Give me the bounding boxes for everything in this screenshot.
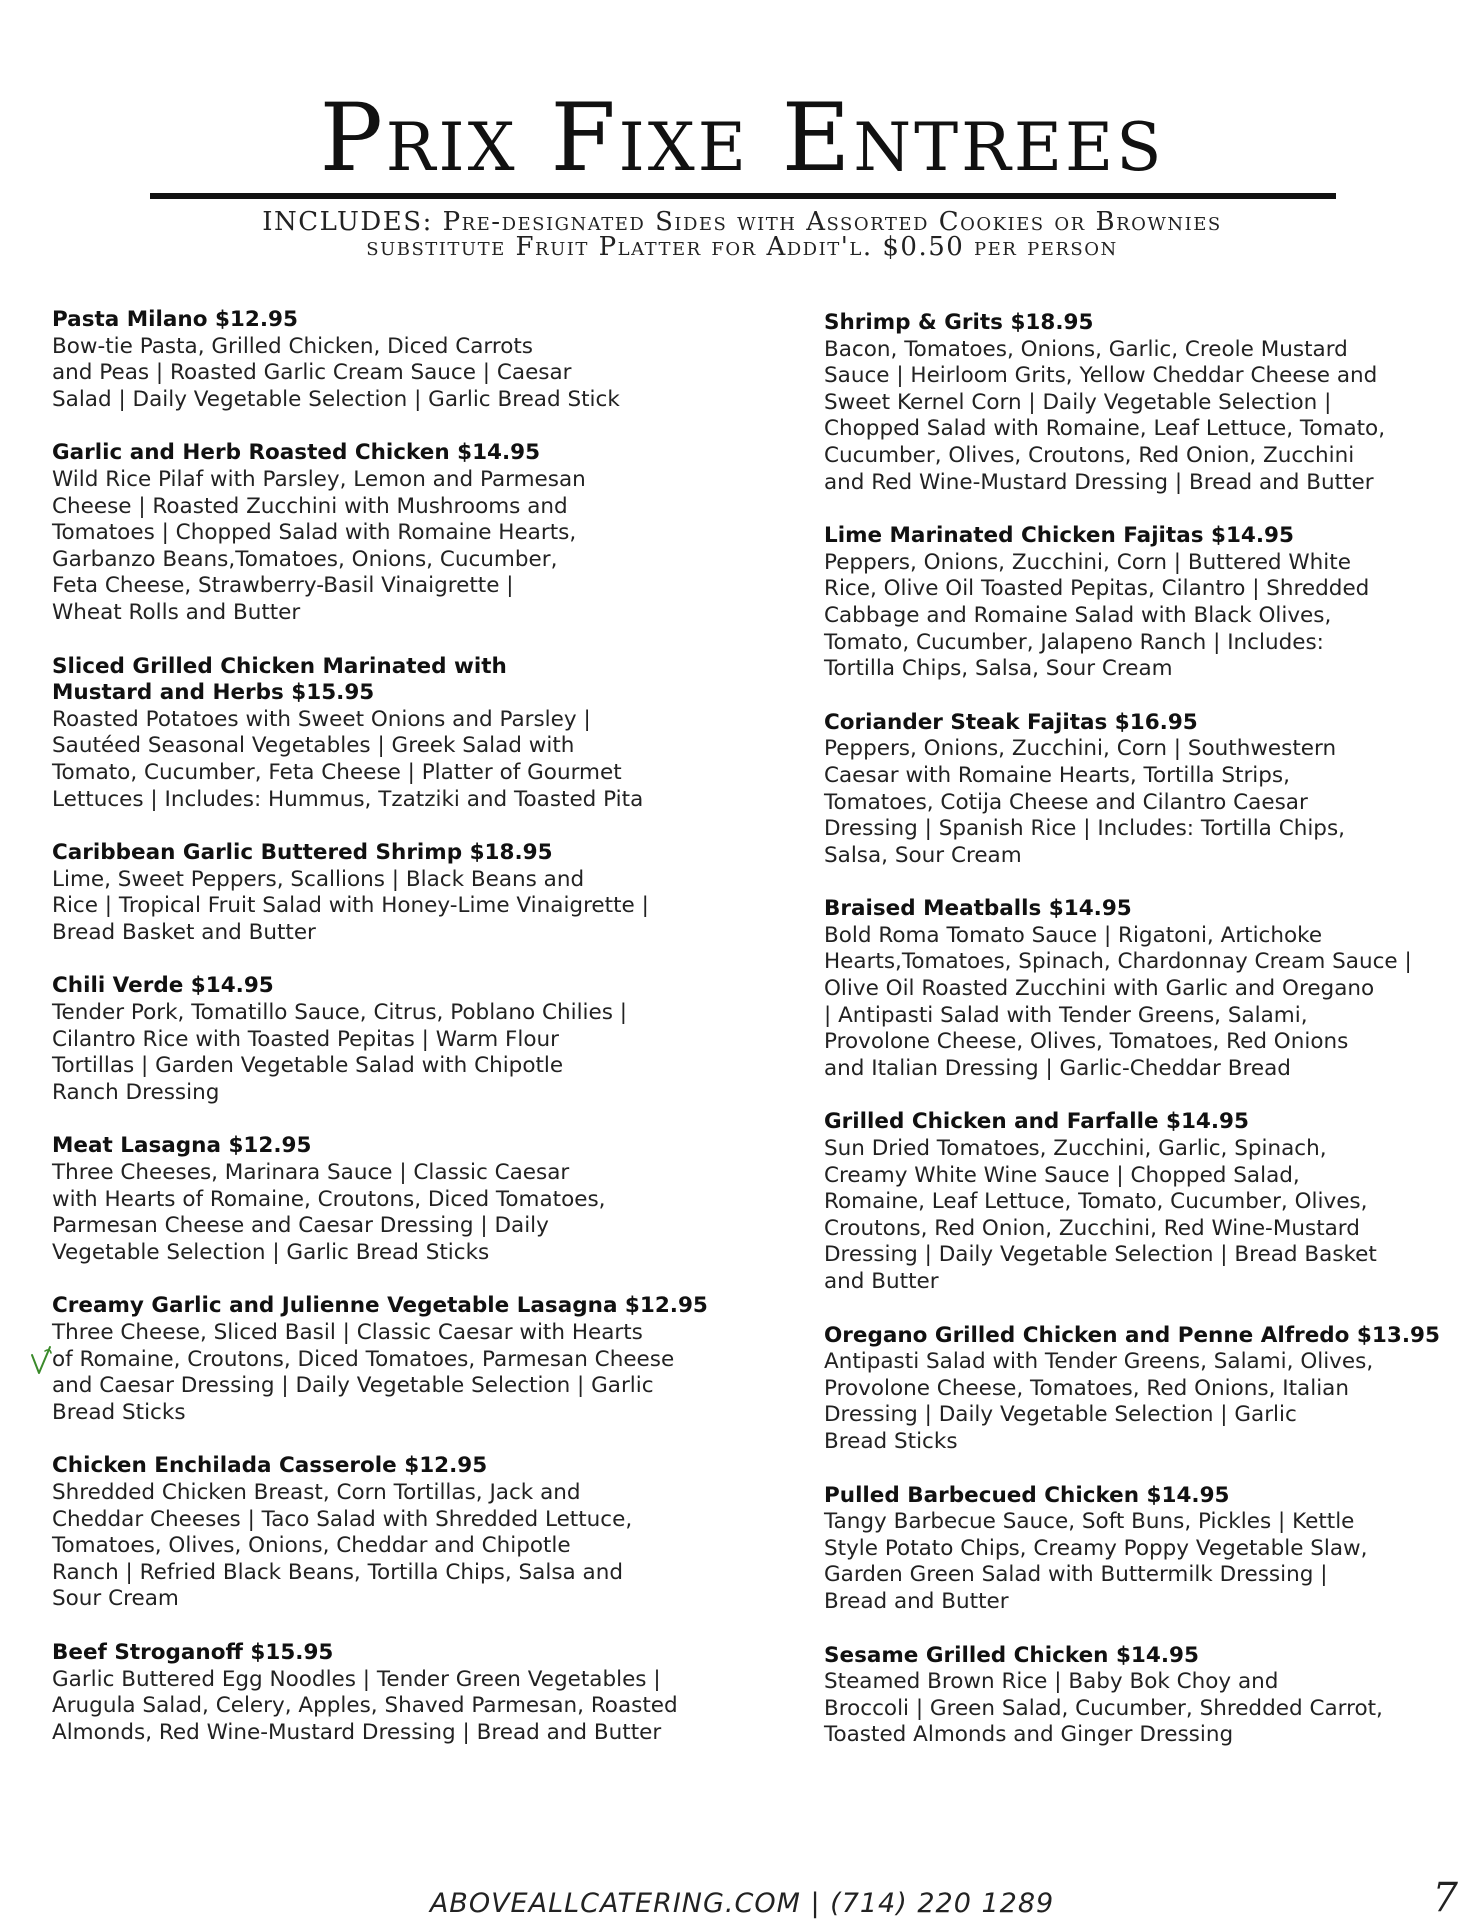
- menu-item-description: Ranch | Refried Black Beans, Tortilla Chips, Salsa and: [52, 1559, 623, 1585]
- page-title: Prix Fixe Entrees: [319, 84, 1165, 193]
- menu-item-description: Arugula Salad, Celery, Apples, Shaved Parmesan, Roasted: [52, 1693, 678, 1719]
- menu-item-description: and Butter: [824, 1269, 939, 1294]
- page-number: 7: [1432, 1875, 1458, 1921]
- menu-item-description: Ranch Dressing: [52, 1079, 220, 1105]
- menu-item-description: Antipasti Salad with Tender Greens, Salami, Olives,: [824, 1349, 1374, 1375]
- menu-item: [824, 710, 1454, 870]
- menu-item: [824, 1109, 1454, 1295]
- menu-item-description: and Peas | Roasted Garlic Cream Sauce | Caesar: [52, 360, 572, 386]
- menu-item-description: Garden Green Salad with Buttermilk Dressing |: [824, 1562, 1328, 1588]
- menu-item-name: Coriander Steak Fajitas $16.95: [824, 709, 1198, 735]
- menu-item-name: Grilled Chicken and Farfalle $14.95: [824, 1109, 1249, 1135]
- menu-item-name: Lime Marinated Chicken Fajitas $14.95: [824, 523, 1294, 549]
- menu-item-description: Steamed Brown Rice | Baby Bok Choy and: [824, 1669, 1279, 1695]
- menu-item-description: and Red Wine-Mustard Dressing | Bread and Butter: [824, 469, 1374, 495]
- menu-item-description: Hearts,Tomatoes, Spinach, Chardonnay Cream Sauce |: [824, 949, 1412, 975]
- menu-item-name: Meat Lasagna $12.95: [52, 1133, 312, 1159]
- menu-item: [824, 310, 1454, 496]
- menu-item-name: Sesame Grilled Chicken $14.95: [824, 1642, 1199, 1668]
- menu-item-description: Lettuces | Includes: Hummus, Tzatziki and Toasted Pita: [52, 786, 644, 812]
- menu-item: [52, 973, 742, 1106]
- menu-item-description: Cabbage and Romaine Salad with Black Olives,: [824, 602, 1332, 628]
- menu-item-description: Tomatoes, Olives, Onions, Cheddar and Chipotle: [52, 1533, 571, 1559]
- menu-item-description: Peppers, Onions, Zucchini, Corn | Southwestern: [824, 736, 1337, 762]
- menu-item: [52, 440, 742, 626]
- menu-item-name: Garlic and Herb Roasted Chicken $14.95: [52, 440, 541, 466]
- menu-item: [52, 307, 742, 413]
- menu-item-description: Sour Cream: [52, 1586, 179, 1612]
- footer-contact: ABOVEALLCATERING.COM | (714) 220 1289: [429, 1888, 1055, 1919]
- menu-item-description: Wheat Rolls and Butter: [52, 599, 301, 625]
- menu-item-description: Three Cheeses, Marinara Sauce | Classic Caesar: [52, 1160, 570, 1186]
- menu-item-description: Three Cheese, Sliced Basil | Classic Caesar with Hearts: [52, 1320, 643, 1345]
- menu-item: [824, 1643, 1454, 1749]
- menu-item-description: Tomato, Cucumber, Feta Cheese | Platter of Gourmet: [52, 759, 622, 785]
- menu-item-description: Tortilla Chips, Salsa, Sour Cream: [824, 656, 1173, 682]
- menu-item-name: Caribbean Garlic Buttered Shrimp $18.95: [52, 840, 553, 866]
- menu-item-description: Romaine, Leaf Lettuce, Tomato, Cucumber, Olives,: [824, 1189, 1368, 1215]
- menu-item-description: Garbanzo Beans,Tomatoes, Onions, Cucumber,: [52, 546, 558, 572]
- menu-item-description: Croutons, Red Onion, Zucchini, Red Wine-Mustard: [824, 1215, 1360, 1241]
- menu-item: [824, 896, 1454, 1082]
- menu-item-description: Sautéed Seasonal Vegetables | Greek Salad with: [52, 733, 575, 759]
- right-menu-column: [824, 310, 1454, 1776]
- menu-item-description: Toasted Almonds and Ginger Dressing: [824, 1722, 1234, 1748]
- menu-item-description: of Romaine, Croutons, Diced Tomatoes, Parmesan Cheese: [52, 1346, 675, 1372]
- menu-item: [824, 523, 1454, 683]
- menu-item: [52, 1293, 742, 1426]
- menu-item-description: Tortillas | Garden Vegetable Salad with Chipotle: [52, 1053, 564, 1079]
- menu-item-description: Bread Sticks: [824, 1428, 958, 1454]
- menu-item-description: Cheddar Cheeses | Taco Salad with Shredded Lettuce,: [52, 1506, 633, 1532]
- menu-item-name: Chili Verde $14.95: [52, 973, 274, 999]
- menu-item-description: | Antipasti Salad with Tender Greens, Salami,: [824, 1002, 1308, 1028]
- menu-item-description: Lime, Sweet Peppers, Scallions | Black Beans and: [52, 866, 585, 892]
- menu-item-description: Sun Dried Tomatoes, Zucchini, Garlic, Spinach,: [824, 1136, 1327, 1162]
- menu-item-description: Bread and Butter: [824, 1588, 1009, 1614]
- menu-item-description: Olive Oil Roasted Zucchini with Garlic and Oregano: [824, 976, 1375, 1002]
- menu-item-description: Roasted Potatoes with Sweet Onions and Parsley |: [52, 706, 591, 732]
- menu-item-description: Bacon, Tomatoes, Onions, Garlic, Creole Mustard: [824, 336, 1348, 362]
- menu-item-description: Broccoli | Green Salad, Cucumber, Shredded Carrot,: [824, 1695, 1383, 1721]
- menu-item: [824, 1483, 1454, 1616]
- menu-item-description: Tomatoes | Chopped Salad with Romaine Hearts,: [52, 520, 577, 546]
- menu-item-description: Bow-tie Pasta, Grilled Chicken, Diced Carrots: [52, 333, 533, 359]
- menu-item-name: Pasta Milano $12.95: [52, 307, 298, 332]
- menu-item-description: Feta Cheese, Strawberry-Basil Vinaigrette |: [52, 573, 514, 599]
- menu-item-description: with Hearts of Romaine, Croutons, Diced Tomatoes,: [52, 1186, 606, 1212]
- menu-item-description: Garlic Buttered Egg Noodles | Tender Green Vegetables |: [52, 1666, 661, 1692]
- menu-item-description: Provolone Cheese, Olives, Tomatoes, Red Onions: [824, 1029, 1349, 1055]
- menu-item-description: Vegetable Selection | Garlic Bread Sticks: [52, 1239, 490, 1265]
- menu-item-name: Creamy Garlic and Julienne Vegetable Lasagna $12.95: [52, 1293, 708, 1319]
- menu-item-description: Cucumber, Olives, Croutons, Red Onion, Zucchini: [824, 442, 1355, 468]
- menu-item: [52, 1133, 742, 1266]
- menu-item-description: and Caesar Dressing | Daily Vegetable Selection | Garlic: [52, 1373, 654, 1399]
- menu-item-name: Chicken Enchilada Casserole $12.95: [52, 1453, 488, 1479]
- menu-item-description: Sweet Kernel Corn | Daily Vegetable Selection |: [824, 389, 1332, 415]
- menu-item-description: Caesar with Romaine Hearts, Tortilla Strips,: [824, 762, 1290, 788]
- menu-item-name: Oregano Grilled Chicken and Penne Alfredo $13.95: [824, 1322, 1440, 1348]
- menu-item-description: Almonds, Red Wine-Mustard Dressing | Bread and Butter: [52, 1719, 662, 1745]
- menu-item-description: Bread Sticks: [52, 1399, 186, 1425]
- substitute-note: substitute Fruit Platter for Addit'l. $0.50 per person: [366, 232, 1118, 262]
- menu-item-name: Shrimp & Grits $18.95: [824, 310, 1094, 335]
- menu-item-description: and Italian Dressing | Garlic-Cheddar Bread: [824, 1055, 1291, 1081]
- menu-item-description: Rice, Olive Oil Toasted Pepitas, Cilantro | Shredded: [824, 576, 1370, 602]
- menu-item-name: Pulled Barbecued Chicken $14.95: [824, 1482, 1230, 1508]
- menu-item-description: Tomatoes, Cotija Cheese and Cilantro Caesar: [824, 789, 1308, 815]
- menu-item: [52, 1640, 742, 1746]
- menu-item-description: Dressing | Daily Vegetable Selection | Garlic: [824, 1402, 1297, 1428]
- menu-item-description: Parmesan Cheese and Caesar Dressing | Daily: [52, 1213, 549, 1239]
- menu-item-name: Mustard and Herbs $15.95: [52, 680, 375, 706]
- menu-item-name: Braised Meatballs $14.95: [824, 896, 1132, 922]
- menu-item: [824, 1323, 1454, 1456]
- menu-item-name: Sliced Grilled Chicken Marinated with: [52, 653, 507, 679]
- menu-item-description: Tangy Barbecue Sauce, Soft Buns, Pickles | Kettle: [824, 1509, 1355, 1535]
- menu-item: [52, 1453, 742, 1613]
- includes-note: INCLUDES: Pre-designated Sides with Assorted Cookies or Brownies: [262, 207, 1222, 237]
- menu-item-description: Dressing | Spanish Rice | Includes: Tortilla Chips,: [824, 816, 1345, 842]
- menu-item-description: Style Potato Chips, Creamy Poppy Vegetable Slaw,: [824, 1535, 1368, 1561]
- menu-item-description: Chopped Salad with Romaine, Leaf Lettuce, Tomato,: [824, 416, 1386, 442]
- menu-item-description: Dressing | Daily Vegetable Selection | Bread Basket: [824, 1242, 1377, 1268]
- menu-item-description: Peppers, Onions, Zucchini, Corn | Buttered White: [824, 549, 1351, 575]
- menu-item-description: Bread Basket and Butter: [52, 919, 316, 945]
- menu-item-description: Wild Rice Pilaf with Parsley, Lemon and Parmesan: [52, 466, 586, 492]
- menu-item: [52, 840, 742, 946]
- title-divider: [150, 193, 1336, 199]
- menu-item-description: Creamy White Wine Sauce | Chopped Salad,: [824, 1162, 1300, 1188]
- vegetarian-leaf-icon: [30, 1345, 52, 1375]
- menu-item-description: Bold Roma Tomato Sauce | Rigatoni, Artichoke: [824, 922, 1323, 948]
- left-menu-column: [52, 307, 742, 1773]
- menu-item-description: Provolone Cheese, Tomatoes, Red Onions, Italian: [824, 1375, 1349, 1401]
- menu-item-description: Rice | Tropical Fruit Salad with Honey-Lime Vinaigrette |: [52, 893, 649, 919]
- menu-item-description: Shredded Chicken Breast, Corn Tortillas, Jack and: [52, 1479, 581, 1505]
- menu-item-name: Beef Stroganoff $15.95: [52, 1639, 334, 1665]
- menu-item-description: Salad | Daily Vegetable Selection | Garlic Bread Stick: [52, 386, 620, 412]
- menu-item-description: Tomato, Cucumber, Jalapeno Ranch | Includes:: [824, 629, 1324, 655]
- menu-item-description: Sauce | Heirloom Grits, Yellow Cheddar Cheese and: [824, 363, 1378, 389]
- menu-item: [52, 654, 742, 814]
- menu-item-description: Cheese | Roasted Zucchini with Mushrooms and: [52, 493, 568, 519]
- menu-item-description: Cilantro Rice with Toasted Pepitas | Warm Flour: [52, 1026, 559, 1052]
- menu-item-description: Tender Pork, Tomatillo Sauce, Citrus, Poblano Chilies |: [52, 1000, 628, 1026]
- menu-item-description: Salsa, Sour Cream: [824, 842, 1022, 868]
